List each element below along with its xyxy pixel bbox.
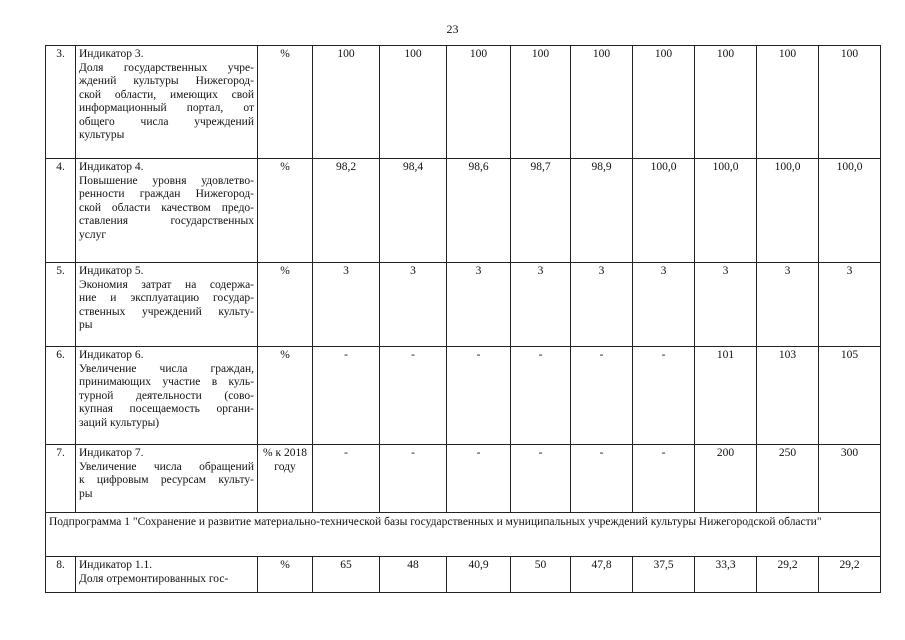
- value-cell: 48: [380, 557, 447, 593]
- indicator-title: Индикатор 3.: [79, 48, 144, 60]
- indicator-text-line: Доля государственных учре-: [79, 61, 254, 74]
- indicator-title: Индикатор 7.: [79, 447, 144, 459]
- indicator-text-line: культуры: [79, 129, 125, 141]
- indicator-text-line: Доля отремонтированных гос-: [79, 572, 229, 585]
- indicator-text-line: ние и эксплуатацию государ-: [79, 292, 254, 304]
- value-cell: 100: [313, 46, 380, 159]
- value-cell: -: [313, 347, 380, 445]
- indicator-text-line: ственных учреждений культу-: [79, 305, 254, 318]
- value-cell: 100: [380, 46, 447, 159]
- indicator-text-line: ской области качеством предо-: [79, 201, 254, 214]
- value-cell: -: [571, 347, 633, 445]
- table-row: [46, 46, 881, 159]
- indicator-text-line: ры: [79, 319, 93, 331]
- indicator-description: [76, 445, 258, 513]
- indicator-text-line: информационный портал, от: [79, 102, 254, 114]
- indicator-text-line: ской области, имеющих свой: [79, 88, 254, 101]
- value-cell: 98,7: [511, 159, 571, 263]
- value-cell: 40,9: [447, 557, 511, 593]
- value-cell: 29,2: [819, 557, 881, 593]
- value-cell: 98,4: [380, 159, 447, 263]
- value-cell: 65: [313, 557, 380, 593]
- value-cell: 200: [695, 445, 757, 513]
- indicator-title: Индикатор 1.1.: [79, 559, 153, 571]
- value-cell: 100: [571, 46, 633, 159]
- value-cell: -: [313, 445, 380, 513]
- row-number: 4.: [46, 159, 76, 263]
- indicators-table: [45, 45, 881, 593]
- unit-cell: %: [258, 159, 313, 263]
- unit-cell: %: [258, 347, 313, 445]
- indicator-text-line: ждений культуры Нижегород-: [79, 75, 254, 87]
- value-cell: -: [633, 347, 695, 445]
- value-cell: 29,2: [757, 557, 819, 593]
- value-cell: 37,5: [633, 557, 695, 593]
- indicator-text-line: ры: [79, 487, 93, 500]
- subprogram-row: [46, 513, 881, 557]
- indicator-title: Индикатор 6.: [79, 349, 144, 361]
- indicator-description: [76, 263, 258, 347]
- value-cell: -: [380, 445, 447, 513]
- indicator-text-line: услуг: [79, 228, 107, 241]
- value-cell: 100: [819, 46, 881, 159]
- value-cell: 300: [819, 445, 881, 513]
- unit-cell: %: [258, 46, 313, 159]
- table-row: [46, 263, 881, 347]
- indicator-text-line: Повышение уровня удовлетво-: [79, 174, 254, 187]
- table-row: [46, 557, 881, 593]
- value-cell: -: [571, 445, 633, 513]
- value-cell: 3: [695, 263, 757, 347]
- value-cell: 3: [819, 263, 881, 347]
- value-cell: 103: [757, 347, 819, 445]
- indicator-text-line: ставления государственных: [79, 215, 254, 227]
- page-number: 23: [446, 22, 459, 36]
- indicator-description: [76, 46, 258, 159]
- value-cell: 100,0: [757, 159, 819, 263]
- value-cell: 98,9: [571, 159, 633, 263]
- row-number: 7.: [46, 445, 76, 513]
- value-cell: 250: [757, 445, 819, 513]
- value-cell: 33,3: [695, 557, 757, 593]
- value-cell: -: [511, 445, 571, 513]
- value-cell: 3: [511, 263, 571, 347]
- value-cell: 3: [313, 263, 380, 347]
- indicator-description: [76, 159, 258, 263]
- unit-cell: %: [258, 263, 313, 347]
- value-cell: 98,6: [447, 159, 511, 263]
- value-cell: 101: [695, 347, 757, 445]
- indicator-text-line: заций культуры): [79, 416, 160, 429]
- value-cell: -: [633, 445, 695, 513]
- value-cell: 100,0: [695, 159, 757, 263]
- value-cell: 3: [757, 263, 819, 347]
- value-cell: -: [447, 347, 511, 445]
- value-cell: 3: [633, 263, 695, 347]
- value-cell: -: [511, 347, 571, 445]
- indicator-description: [76, 557, 258, 593]
- indicator-text-line: Увеличение числа обращений: [79, 460, 254, 473]
- row-number: 3.: [46, 46, 76, 159]
- value-cell: 100: [633, 46, 695, 159]
- indicator-description: [76, 347, 258, 445]
- indicator-text-line: Экономия затрат на содержа-: [79, 278, 254, 291]
- indicator-text-line: купная посещаемость органи-: [79, 403, 254, 415]
- value-cell: 3: [447, 263, 511, 347]
- indicator-title: Индикатор 5.: [79, 265, 144, 277]
- value-cell: 100: [447, 46, 511, 159]
- value-cell: 100: [695, 46, 757, 159]
- value-cell: 100,0: [819, 159, 881, 263]
- value-cell: -: [380, 347, 447, 445]
- value-cell: 47,8: [571, 557, 633, 593]
- subprogram-title: Подпрограмма 1 "Сохранение и развитие материально-технической базы государственных и муниципальных учреждений культуры Нижегородской области": [46, 513, 881, 557]
- value-cell: 3: [380, 263, 447, 347]
- indicator-text-line: к цифровым ресурсам культу-: [79, 474, 254, 486]
- row-number: 5.: [46, 263, 76, 347]
- value-cell: 98,2: [313, 159, 380, 263]
- table-row: [46, 159, 881, 263]
- table-row: [46, 445, 881, 513]
- indicator-text-line: турной деятельности (сово-: [79, 389, 254, 402]
- value-cell: 100: [757, 46, 819, 159]
- value-cell: 100,0: [633, 159, 695, 263]
- indicator-text-line: принимающих участие в куль-: [79, 376, 254, 388]
- indicator-text-line: общего числа учреждений: [79, 115, 254, 128]
- indicator-text-line: ренности граждан Нижегород-: [79, 188, 254, 200]
- unit-cell: % к 2018 году: [258, 445, 313, 513]
- value-cell: -: [447, 445, 511, 513]
- indicator-text-line: Увеличение числа граждан,: [79, 362, 254, 375]
- unit-cell: %: [258, 557, 313, 593]
- table-row: [46, 347, 881, 445]
- value-cell: 105: [819, 347, 881, 445]
- value-cell: 100: [511, 46, 571, 159]
- row-number: 8.: [46, 557, 76, 593]
- row-number: 6.: [46, 347, 76, 445]
- value-cell: 50: [511, 557, 571, 593]
- indicator-title: Индикатор 4.: [79, 161, 144, 173]
- value-cell: 3: [571, 263, 633, 347]
